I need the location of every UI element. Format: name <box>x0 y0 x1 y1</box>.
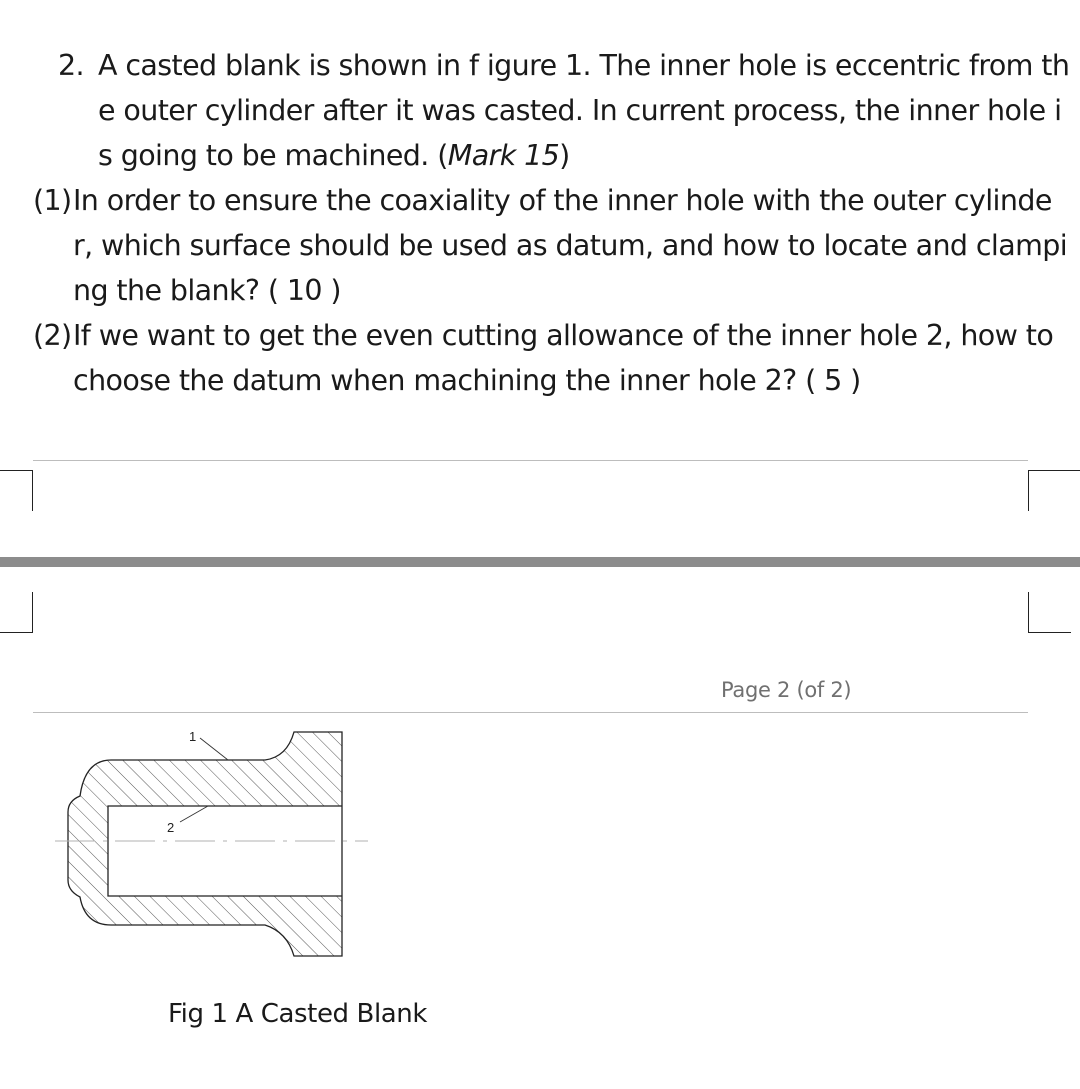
figure-caption: Fig 1 A Casted Blank <box>168 999 428 1029</box>
sub-question-1-line-3: ng the blank? ( 10 ) <box>73 274 341 307</box>
sub-question-2-line-1: If we want to get the even cutting allowance of the inner hole 2, how to <box>73 319 1054 352</box>
blank-section <box>68 732 342 956</box>
question-line-2: e outer cylinder after it was casted. In current process, the inner hole i <box>98 94 1062 127</box>
sub-question-1-number: (1) <box>33 184 72 217</box>
leader-line-2 <box>180 806 208 822</box>
sub-question-2-number: (2) <box>33 319 72 352</box>
sub-question-2-line-2: choose the datum when machining the inner hole 2? ( 5 ) <box>73 364 861 397</box>
leader-line-1 <box>200 738 228 760</box>
question-number: 2. <box>58 49 84 82</box>
sub-question-1-line-2: r, which surface should be used as datum, and how to locate and clampi <box>73 229 1068 262</box>
question-line-3-text: s going to be machined. ( <box>98 139 448 172</box>
question-mark-close: ) <box>559 139 570 172</box>
callout-1: 1 <box>189 729 197 744</box>
question-line-1: A casted blank is shown in f igure 1. The inner hole is eccentric from th <box>98 49 1070 82</box>
question-mark: Mark 15 <box>447 139 560 172</box>
sub-question-1-line-1: In order to ensure the coaxiality of the inner hole with the outer cylinde <box>73 184 1052 217</box>
page-label: Page 2 (of 2) <box>721 678 852 702</box>
callout-2: 2 <box>167 820 175 835</box>
